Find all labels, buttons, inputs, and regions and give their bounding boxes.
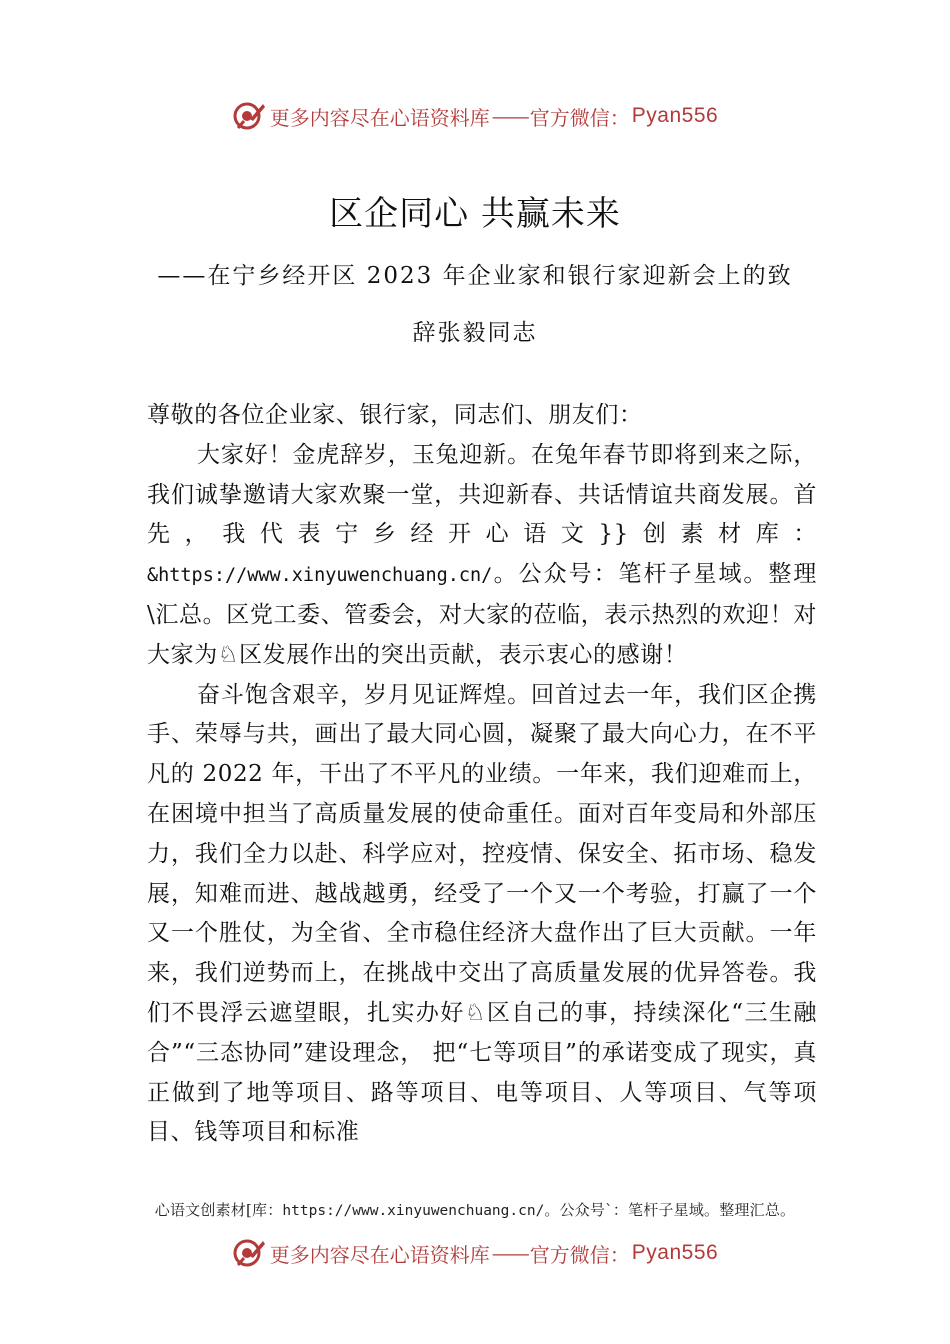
banner-wechat-label: 官方微信： [529,1242,630,1267]
paragraph-1-url: &https://www.xinyuwenchuang.cn/ [147,565,493,587]
footer-note-suffix: 。公众号`：笔杆子星域。整理汇总。 [544,1201,796,1219]
footer-note [0,1199,950,1220]
banner-separator: —— [491,1241,528,1265]
document-body [147,396,817,1153]
footer-note-url: https://www.xinyuwenchuang.cn/ [282,1203,545,1219]
paragraph-2: 奋斗饱含艰辛，岁月见证辉煌。回首过去一年，我们区企携手、荣辱与共，画出了最大同心圆，凝聚了最大向心力，在不平凡的 2022 年，干出了不平凡的业绩。一年来，我们迎难而上，在困境中担当了高质量发展的使命重任。面对百年变局和外部压力，我们全力以赴、科学应对，控疫情、保安全、拓市场、稳发展，知难而进、越战越勇，经受了一个又一个考验，打赢了一个又一个胜仗，为全省、全市稳住经济大盘作出了巨大贡献。一年来，我们逆势而上，在挑战中交出了高质量发展的优异答卷。我们不畏浮云遮望眼，扎实办好♘区自己的事，持续深化“三生融合”“三态协同”建设理念， 把“七等项目”的承诺变成了现实，真正做到了地等项目、路等项目、电等项目、人等项目、气等项目、钱等项目和标准 [147,681,817,1146]
footer-note-prefix: 心语文创素材[库： [154,1201,283,1219]
paragraph-1-text-a: 大家好！金虎辞岁，玉兔迎新。在兔年春节即将到来之际，我们诚挚邀请大家欢聚一堂，共迎新春、共话情谊共商发展。首先，我代表宁乡经开心语文}}创素材库： [147,441,817,548]
salutation: 尊敬的各位企业家、银行家，同志们、朋友们： [147,402,643,428]
banner-separator: —— [491,104,528,128]
banner-wechat-label: 官方微信： [529,105,630,130]
banner-wechat-id: Pyan556 [631,104,719,127]
document-title: 区企同心 共赢未来 [329,194,621,234]
paragraph-1 [147,436,817,676]
footer-banner [0,1233,950,1273]
document-subtitle-line2: 辞张毅同志 [412,320,538,346]
document-subtitle-line1: ——在宁乡经开区 2023 年企业家和银行家迎新会上的致 [157,263,793,289]
banner-wechat-id: Pyan556 [631,1241,719,1264]
banner-text: 更多内容尽在心语资料库 [269,1242,490,1267]
paragraph-1-text-b: 。公众号：笔杆子星域。整理\汇总。区党工委、管委会，对大家的莅临，表示热烈的欢迎！对大家为♘区发展作出的突出贡献，表示衷心的感谢！ [147,561,817,668]
banner-text: 更多内容尽在心语资料库 [269,105,490,130]
header-banner [0,96,950,136]
pen-logo-icon [232,1236,266,1270]
pen-logo-icon [232,99,266,133]
